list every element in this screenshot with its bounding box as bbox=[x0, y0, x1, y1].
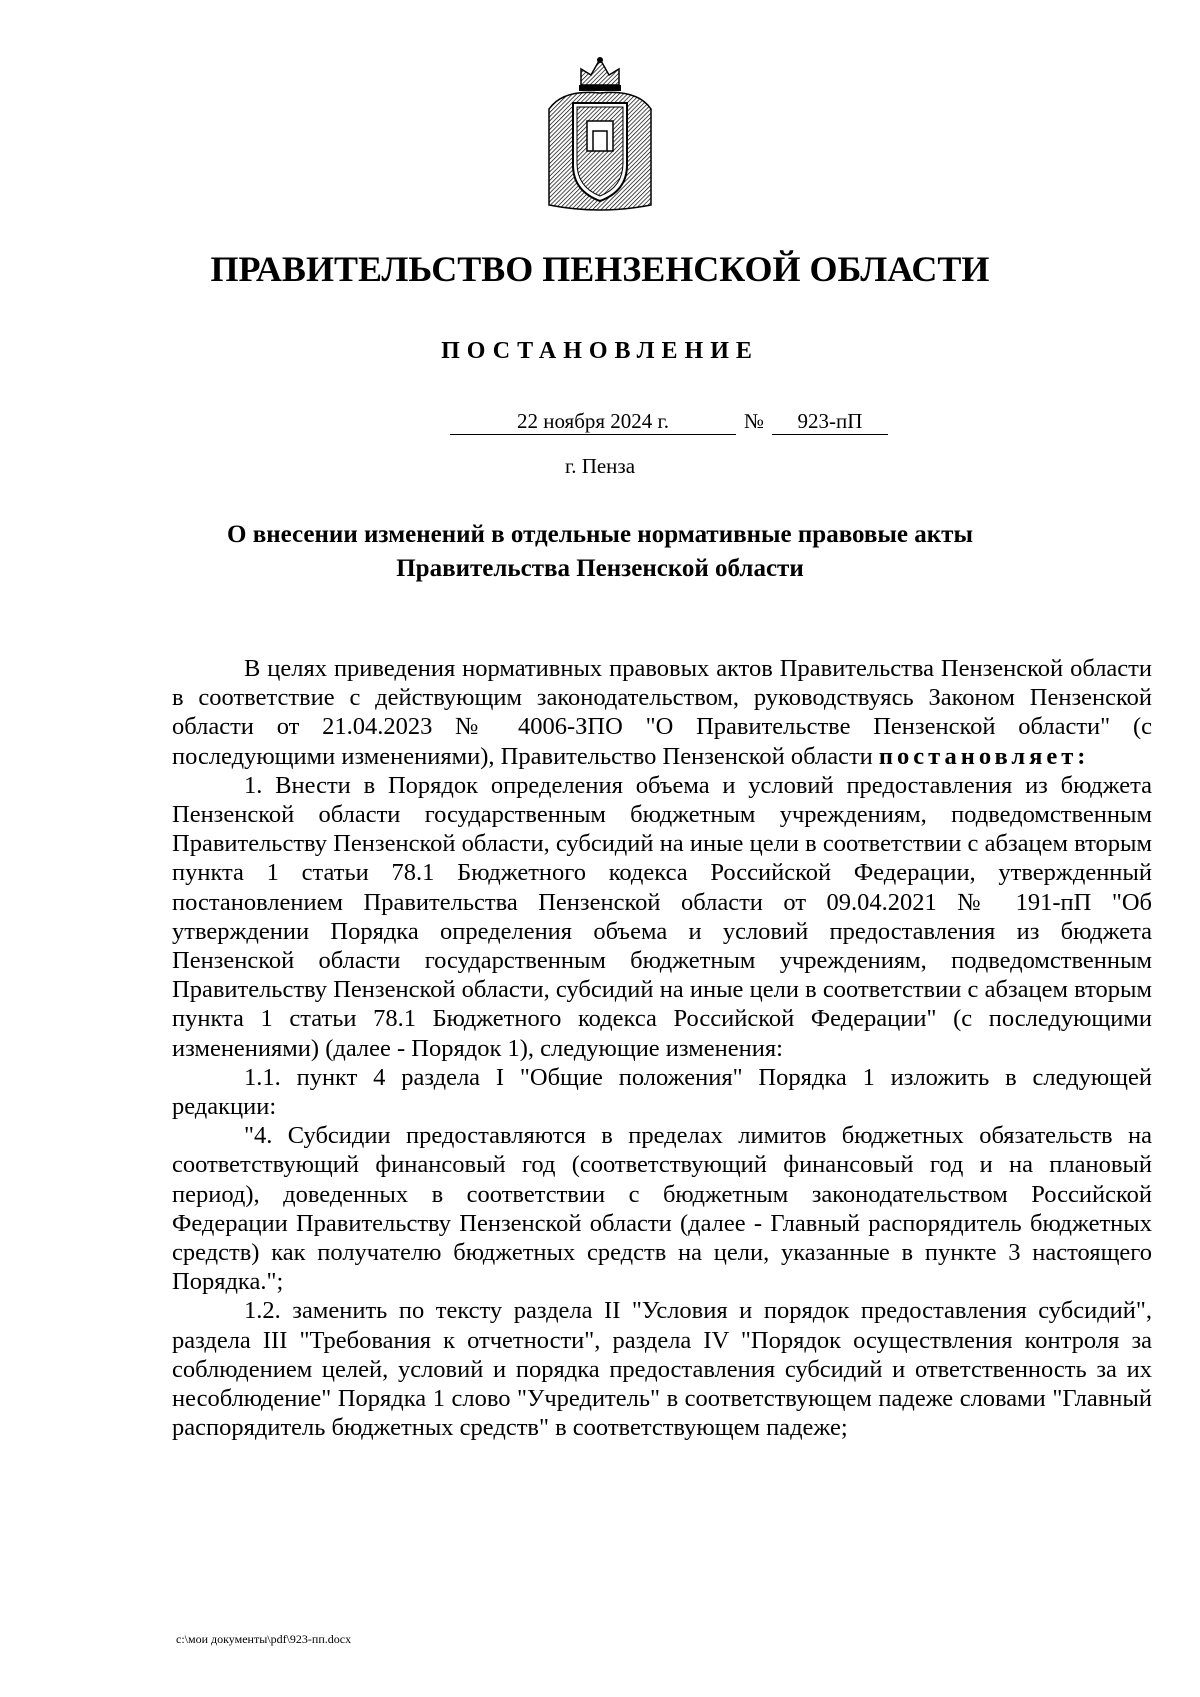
item-1-paragraph: 1. Внести в Порядок определения объема и условий предоставления из бюджета Пензенской области государственным бюджетным учреждениям, подведомственным Правительству Пензенской области, субсидий на иные цели в соответствии с абзацем вторым пункта 1 статьи 78.1 Бюджетного кодекса Российской Федерации, утвержденный постановлением Правительства Пензенской области от 09.04.2021 № 191-пП "Об утверждении Порядка определения объема и условий предоставления из бюджета Пензенской области государственным бюджетным учреждениям, подведомственным Правительству Пензенской области, субсидий на иные цели в соответствии с абзацем вторым пункта 1 статьи 78.1 Бюджетного кодекса Российской Федерации" (с последующими изменениями) (далее - Порядок 1), следующие изменения: bbox=[172, 771, 1152, 1062]
resolves-word: постановляет: bbox=[878, 742, 1090, 770]
title-line-2: Правительства Пензенской области bbox=[396, 555, 804, 582]
file-path: c:\мои документы\pdf\923-пп.docx bbox=[176, 1632, 352, 1646]
coat-of-arms-icon bbox=[543, 55, 657, 215]
document-title bbox=[0, 518, 1200, 586]
document-type: ПОСТАНОВЛЕНИЕ bbox=[441, 338, 759, 364]
item-1-2-paragraph: 1.2. заменить по тексту раздела II "Условия и порядок предоставления субсидий", раздела III "Требования к отчетности", раздела IV "Порядок осуществления контроля за соблюдением целей, условий и порядка предоставления субсидий и ответственность за их несоблюдение" Порядка 1 слово "Учредитель" в соответствующем падеже словами "Главный распорядитель бюджетных средств" в соответствующем падеже; bbox=[172, 1297, 1152, 1442]
document-number: 923-пП bbox=[772, 409, 888, 435]
preamble-text: В целях приведения нормативных правовых актов Правительства Пензенской области в соответствие с действующим законодательством, руководствуясь Законом Пензенской области от 21.04.2023 № 4006-ЗПО "О Правительстве Пензенской области" (с последующими изменениями), Правительство Пензенской области bbox=[172, 655, 1152, 770]
city: г. Пенза bbox=[564, 454, 636, 478]
document-date: 22 ноября 2024 г. bbox=[450, 409, 736, 435]
title-line-1: О внесении изменений в отдельные нормативные правовые акты bbox=[227, 521, 973, 548]
document-body bbox=[172, 654, 1152, 1442]
date-number-line bbox=[450, 409, 888, 435]
item-1-1-quote-paragraph: "4. Субсидии предоставляются в пределах лимитов бюджетных обязательств на соответствующий финансовый год (соответствующий финансовый год и на плановый период), доведенных в соответствии с бюджетным законодательством Российской Федерации Правительству Пензенской области (далее - Главный распорядитель бюджетных средств) как получателю бюджетных средств на цели, указанные в пункте 3 настоящего Порядка."; bbox=[172, 1122, 1152, 1296]
item-1-1-paragraph: 1.1. пункт 4 раздела I "Общие положения" Порядка 1 изложить в следующей редакции: bbox=[172, 1063, 1152, 1121]
number-sign: № bbox=[743, 409, 765, 433]
government-name: ПРАВИТЕЛЬСТВО ПЕНЗЕНСКОЙ ОБЛАСТИ bbox=[210, 249, 990, 289]
preamble-paragraph bbox=[172, 654, 1152, 771]
